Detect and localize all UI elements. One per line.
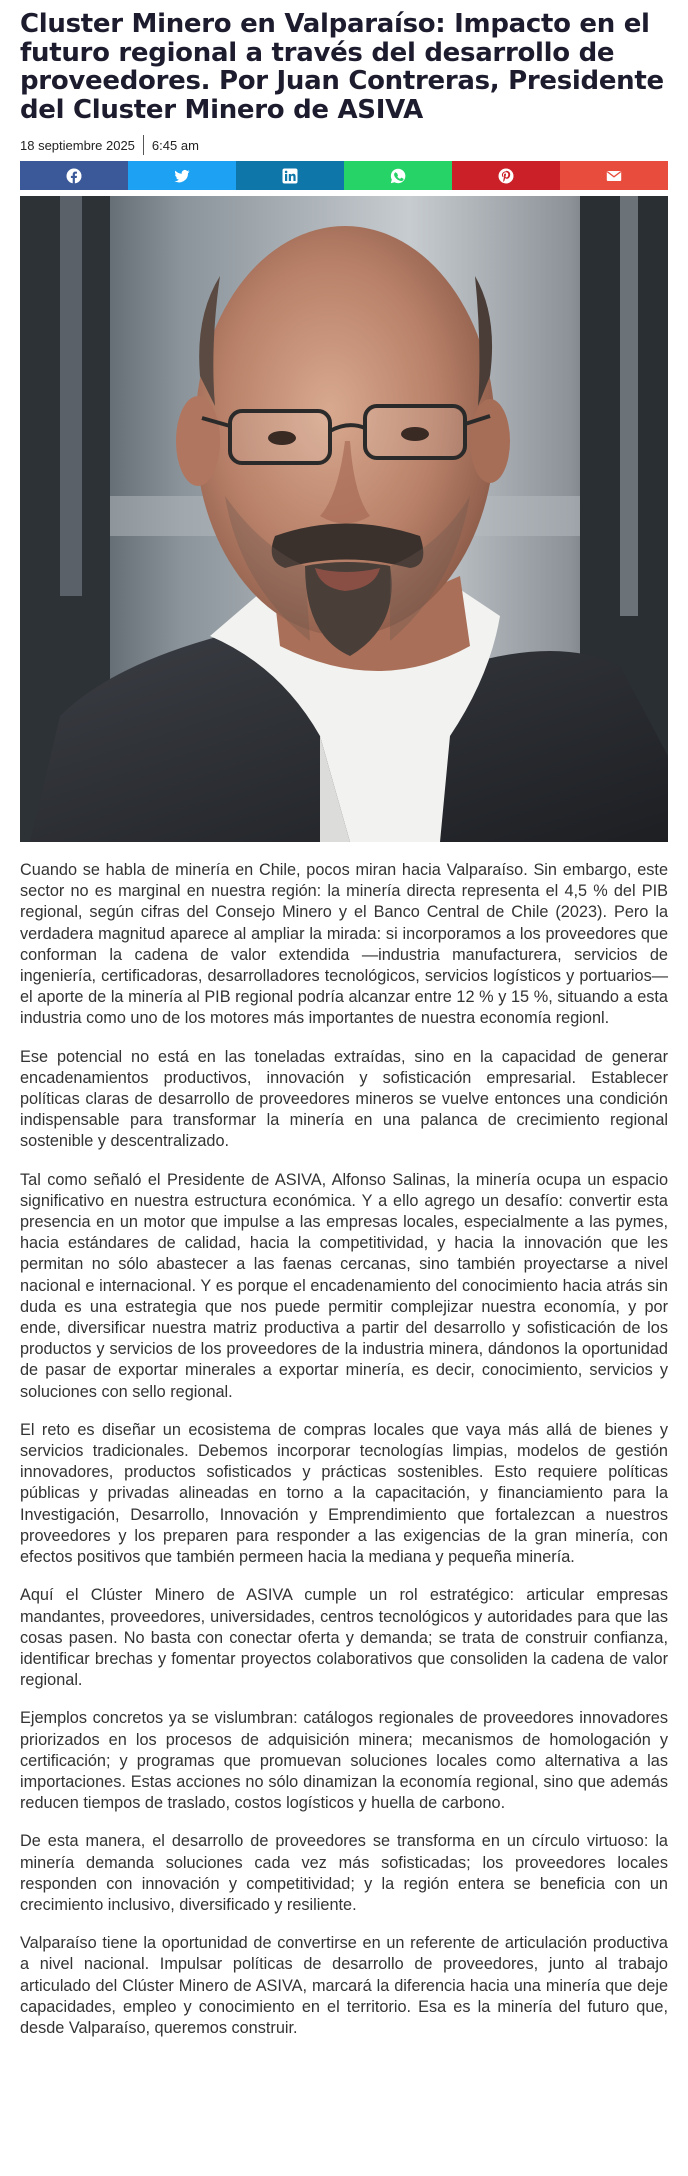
twitter-icon (174, 168, 190, 184)
article-paragraph: Aquí el Clúster Minero de ASIVA cumple un rol estratégico: articular empresas mandantes, proveedores, universidades, centros tecnológicos y autoridades para que las cosas pasen. No basta con conectar oferta y demanda; se trata de construir confianza, identificar brechas y fomentar proyectos colaborativos que consoliden la cadena de valor regional. (20, 1586, 668, 1690)
share-linkedin-button[interactable] (236, 161, 344, 190)
pinterest-icon (498, 168, 514, 184)
article-paragraph: El reto es diseñar un ecosistema de compras locales que vaya más allá de bienes y servicios tradicionales. Debemos incorporar tecnologías limpias, modelos de gestión innovadores, productos sofisticados y prácticas sostenibles. Esto requiere políticas públicas y privadas alineadas en torno a la capacitación, y financiamiento para la Investigación, Desarrollo, Innovación y Emprendimiento que fortalezcan a nuestros proveedores y los preparen para responder a las exigencias de la gran minería, con efectos positivos que también permeen hacia la mediana y pequeña minería. (20, 1420, 668, 1567)
share-bar (20, 161, 668, 190)
facebook-icon (66, 168, 82, 184)
article-body (20, 860, 668, 2039)
share-facebook-button[interactable] (20, 161, 128, 190)
article (20, 0, 668, 2056)
share-twitter-button[interactable] (128, 161, 236, 190)
share-email-button[interactable] (560, 161, 668, 190)
article-paragraph: Cuando se habla de minería en Chile, pocos miran hacia Valparaíso. Sin embargo, este sector no es marginal en nuestra región: la minería directa representa el 4,5 % del PIB regional, según cifras del Consejo Minero y el Banco Central de Chile (2023). Pero la verdadera magnitud aparece al ampliar la mirada: si incorporamos a los proveedores que conforman la cadena de valor extendida —industria manufacturera, servicios de ingeniería, certificadoras, desarrolladores tecnológicos, servicios logísticos y portuarios— el aporte de la minería al PIB regional podría alcanzar entre 12 % y 15 %, situando a esta industria como uno de los motores más importantes de nuestra economía regionl. (20, 861, 668, 1028)
publish-date: 18 septiembre 2025 (20, 137, 135, 153)
envelope-icon (606, 168, 622, 184)
author-portrait-image (20, 196, 668, 842)
author-photo (20, 196, 668, 842)
article-paragraph: Ejemplos concretos ya se vislumbran: catálogos regionales de proveedores innovadores priorizados en los procesos de adquisición minera; mecanismos de homologación y certificación; y programas que promuevan soluciones locales como alternativa a las importaciones. Estas acciones no sólo dinamizan la economía regional, sino que además reducen tiempos de traslado, costos logísticos y huella de carbono. (20, 1709, 668, 1813)
publish-time: 6:45 am (151, 137, 199, 153)
meta-divider (143, 135, 144, 155)
article-title: Cluster Minero en Valparaíso: Impacto en el futuro regional a través del desarrollo de proveedores. Por Juan Contreras, Presidente del Cluster Minero de ASIVA (20, 9, 664, 125)
whatsapp-icon (390, 168, 406, 184)
article-paragraph: Valparaíso tiene la oportunidad de convertirse en un referente de articulación productiva a nivel nacional. Impulsar políticas de desarrollo de proveedores, junto al trabajo articulado del Clúster Minero de ASIVA, marcará la diferencia hacia una minería que deje capacidades, empleo y conocimiento en el territorio. Esa es la minería del futuro que, desde Valparaíso, queremos construir. (20, 1934, 668, 2037)
article-paragraph: Tal como señaló el Presidente de ASIVA, Alfonso Salinas, la minería ocupa un espacio significativo en nuestra estructura económica. Y a ello agrego un desafío: convertir esta presencia en un motor que impulse a las empresas locales, especialmente a las pymes, hacia estándares de calidad, hacia la competitividad, y hacia la innovación que les permitan no sólo abastecer a las faenas cercanas, sino también proyectarse a nivel nacional e internacional. Y es porque el encadenamiento del conocimiento hacia atrás sin duda es una estrategia que nos puede permitir complejizar nuestra economía, y por ende, diversificar nuestra matriz productiva a partir del desarrollo y sofisticación de los productos y servicios de los proveedores de la industria minera, dándonos la oportunidad de pasar de exportar minerales a exportar minería, es decir, conocimiento, servicios y soluciones con sello regional. (20, 1170, 668, 1401)
article-paragraph: Ese potencial no está en las toneladas extraídas, sino en la capacidad de generar encadenamientos productivos, innovación y sofisticación empresarial. Establecer políticas claras de desarrollo de proveedores mineros se vuelve entonces una condición indispensable para transformar la minería en una palanca de crecimiento regional sostenible y descentralizado. (20, 1047, 668, 1151)
article-paragraph: De esta manera, el desarrollo de proveedores se transforma en un círculo virtuoso: la minería demanda soluciones cada vez más sofisticadas; los proveedores locales responden con innovación y competitividad; y la región entera se beneficia con un crecimiento inclusivo, diversificado y resiliente. (20, 1832, 668, 1914)
linkedin-icon (282, 168, 298, 184)
share-whatsapp-button[interactable] (344, 161, 452, 190)
share-pinterest-button[interactable] (452, 161, 560, 190)
article-meta (20, 135, 668, 155)
